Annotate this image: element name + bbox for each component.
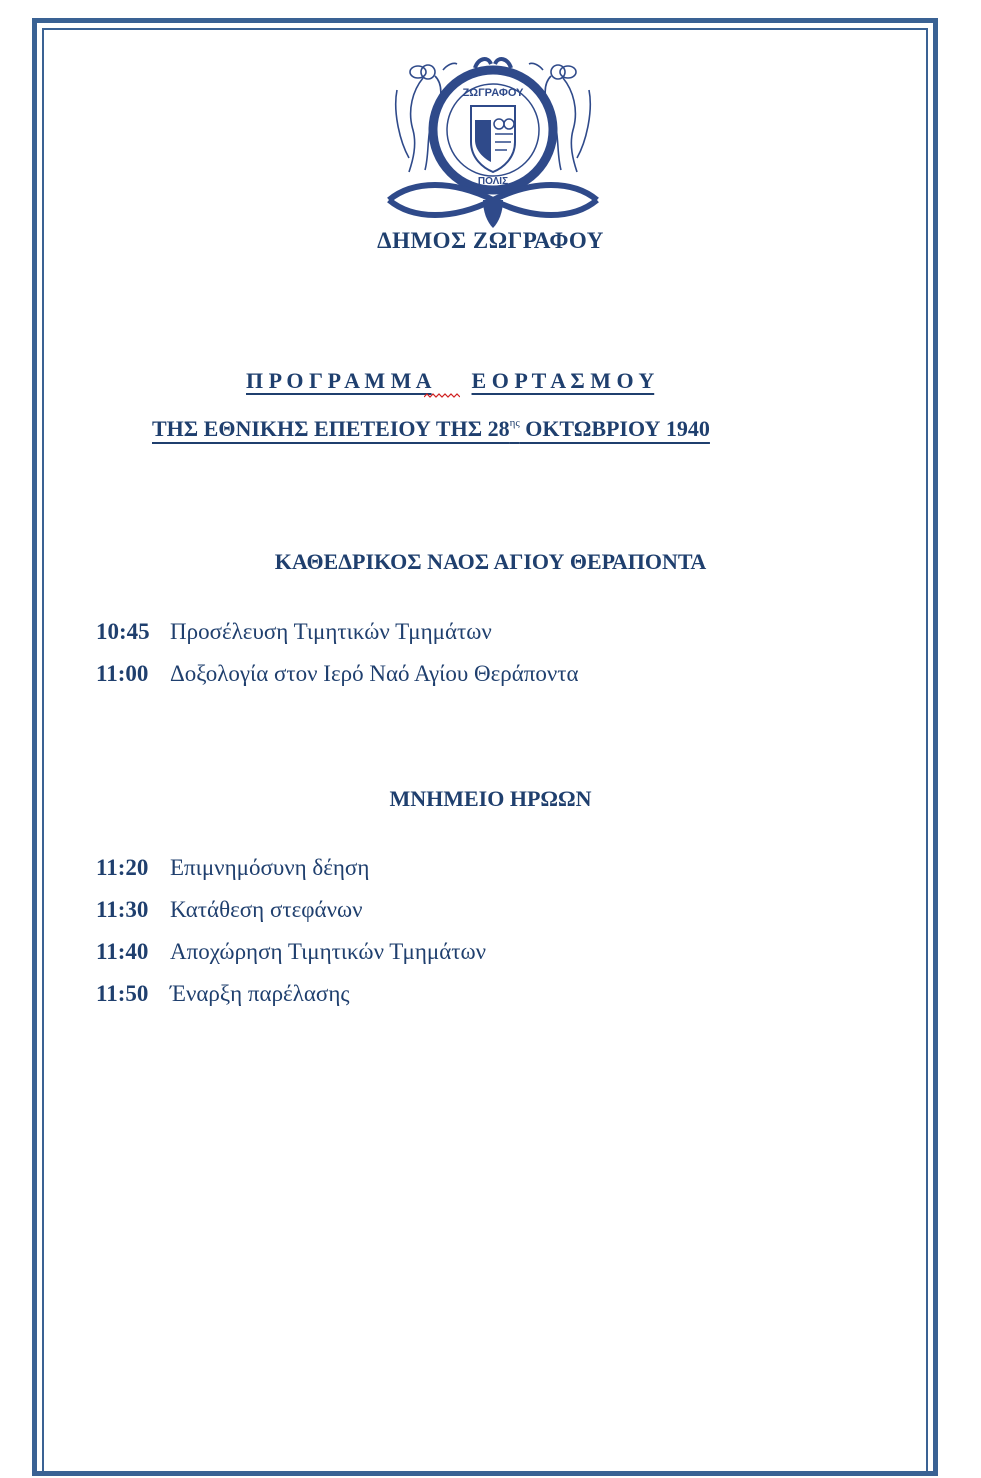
schedule-event: Έναρξη παρέλασης bbox=[170, 981, 350, 1006]
subtitle-prefix: ΤΗΣ ΕΘΝΙΚΗΣ ΕΠΕΤΕΙΟΥ ΤΗΣ 28 bbox=[152, 416, 510, 441]
municipality-name: ΔΗΜΟΣ ΖΩΓΡΑΦΟΥ bbox=[377, 228, 604, 253]
schedule-time: 11:20 bbox=[96, 855, 149, 880]
section-title-cathedral: ΚΑΘΕΔΡΙΚΟΣ ΝΑΟΣ ΑΓΙΟΥ ΘΕΡΑΠΟΝΤΑ bbox=[274, 549, 707, 574]
schedule-time: 11:50 bbox=[96, 981, 149, 1006]
schedule-time: 10:45 bbox=[96, 619, 150, 644]
section-title-monument: ΜΝΗΜΕΙΟ ΗΡΩΩΝ bbox=[389, 786, 592, 811]
schedule-event: Αποχώρηση Τιμητικών Τμημάτων bbox=[170, 939, 487, 964]
program-title-word1: Π Ρ Ο Γ Ρ Α Μ Μ Α bbox=[246, 368, 432, 393]
schedule-row bbox=[96, 619, 492, 645]
schedule-time: 11:30 bbox=[96, 897, 149, 922]
emblem-top-text: ΖΩΓΡΑΦΟΥ bbox=[462, 87, 524, 99]
schedule-event: Κατάθεση στεφάνων bbox=[170, 897, 363, 922]
schedule-time: 11:40 bbox=[96, 939, 149, 964]
program-title-word2: Ε Ο Ρ Τ Α Σ Μ Ο Υ bbox=[471, 368, 655, 393]
schedule-event: Προσέλευση Τιμητικών Τμημάτων bbox=[170, 619, 492, 644]
program-title bbox=[246, 368, 654, 394]
schedule-row bbox=[96, 981, 349, 1007]
schedule-row bbox=[96, 897, 363, 923]
program-subtitle bbox=[152, 416, 710, 442]
schedule-event: Δοξολογία στον Ιερό Ναό Αγίου Θεράποντα bbox=[170, 661, 579, 686]
spellcheck-squiggle bbox=[424, 393, 460, 399]
schedule-row bbox=[96, 661, 579, 687]
schedule-time: 11:00 bbox=[96, 661, 149, 686]
schedule-event: Επιμνημόσυνη δέηση bbox=[170, 855, 370, 880]
subtitle-suffix: ΟΚΤΩΒΡΙΟΥ 1940 bbox=[519, 416, 710, 441]
emblem-bottom-text: ΠΟΛΙΣ bbox=[477, 176, 509, 187]
subtitle-ordinal: ης bbox=[509, 417, 520, 429]
municipality-emblem-logo bbox=[383, 50, 603, 230]
schedule-row bbox=[96, 939, 486, 965]
schedule-row bbox=[96, 855, 369, 881]
